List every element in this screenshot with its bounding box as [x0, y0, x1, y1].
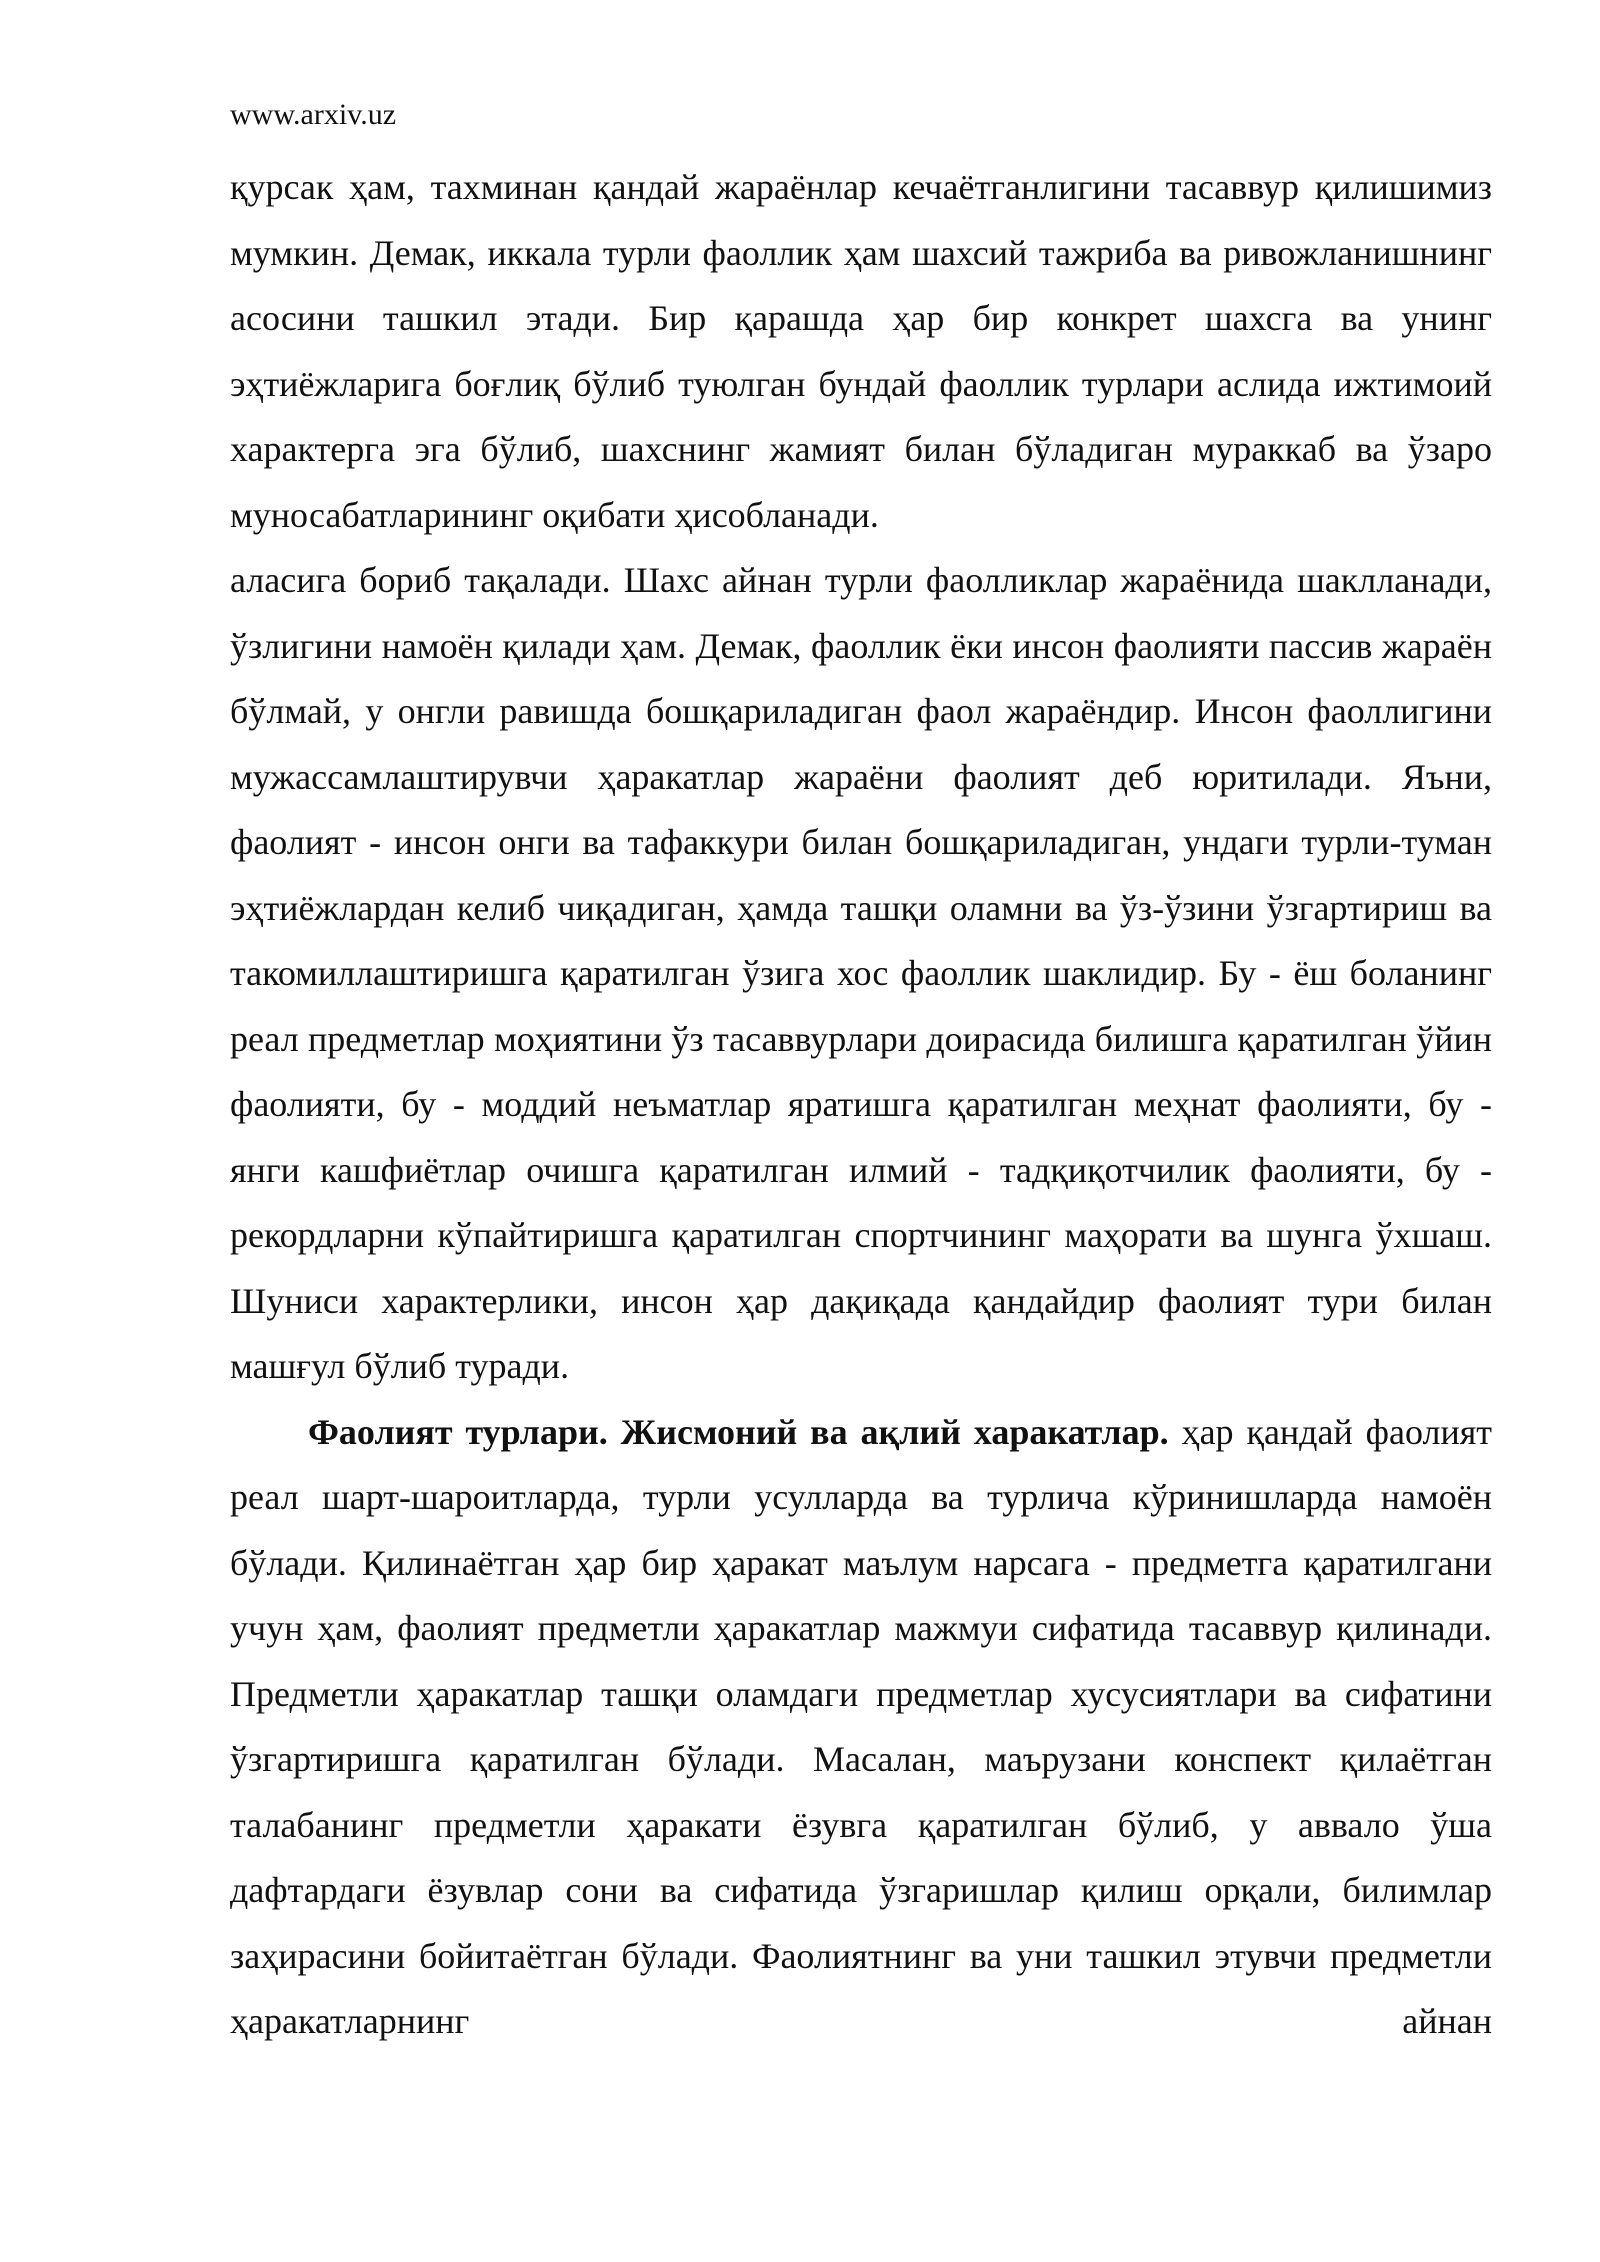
- paragraph-1: [230, 155, 1492, 548]
- paragraph-2-text: аласига бориб тақалади. Шахс айнан турли фаолликлар жараёнида шаклланади, ўзлигини намоён қилади ҳам. Демак, фаоллик ёки инсон фаолияти пассив жараён бўлмай, у онгли равишда бошқариладиган фаол жараёндир. Инсон фаоллигини мужассамлаштирувчи ҳаракатлар жараёни фаолият деб юритилади. Яъни, фаолият - инсон онги ва тафаккури билан бошқариладиган, ундаги турли-туман эҳтиёжлардан келиб чиқадиган, ҳамда ташқи оламни ва ўз-ўзини ўзгартириш ва такомиллаштиришга қаратилган ўзига хос фаоллик шаклидир. Бу - ёш боланинг реал предметлар моҳиятини ўз тасаввурлари доирасида билишга қаратилган ўйин фаолияти, бу - моддий неъматлар яратишга қаратилган меҳнат фаолияти, бу - янги кашфиётлар очишга қаратилган илмий - тадқиқотчилик фаолияти, бу - рекордларни кўпайтиришга қаратилган спортчининг маҳорати ва шунга ўхшаш. Шуниси характерлики, инсон ҳар дақиқада қандайдир фаолият тури билан машғул бўлиб туради.: [230, 560, 1492, 1386]
- site-header: www.arxiv.uz: [230, 98, 397, 131]
- paragraph-3: [230, 1400, 1492, 2055]
- section-heading: Фаолият турлари. Жисмоний ва ақлий харакатлар.: [308, 1411, 1169, 1452]
- paragraph-2: [230, 548, 1492, 1400]
- paragraph-3-text: ҳар қандай фаолият реал шарт-шароитларда, турли усулларда ва турлича кўринишларда намоён бўлади. Қилинаётган ҳар бир ҳаракат маълум нарсага - предметга қаратилгани учун ҳам, фаолият предметли ҳаракатлар мажмуи сифатида тасаввур қилинади. Предметли ҳаракатлар ташқи оламдаги предметлар хусусиятлари ва сифатини ўзгартиришга қаратилган бўлади. Масалан, маърузани конспект қилаётган талабанинг предметли ҳаракати ёзувга қаратилган бўлиб, у аввало ўша дафтардаги ёзувлар сони ва сифатида ўзгаришлар қилиш орқали, билимлар заҳирасини бойитаётган бўлади. Фаолиятнинг ва уни ташкил этувчи предметли ҳаракатларнинг айнан: [230, 1411, 1492, 2041]
- body-text: [230, 155, 1492, 2055]
- paragraph-1-text: қурсак ҳам, тахминан қандай жараёнлар кечаётганлигини тасаввур қилишимиз мумкин. Демак, иккала турли фаоллик ҳам шахсий тажриба ва ривожланишнинг асосини ташкил этади. Бир қарашда ҳар бир конкрет шахсга ва унинг эҳтиёжларига боғлиқ бўлиб туюлган бундай фаоллик турлари аслида ижтимоий характерга эга бўлиб, шахснинг жамият билан бўладиган мураккаб ва ўзаро муносабатларининг оқибати ҳисобланади.: [230, 167, 1492, 535]
